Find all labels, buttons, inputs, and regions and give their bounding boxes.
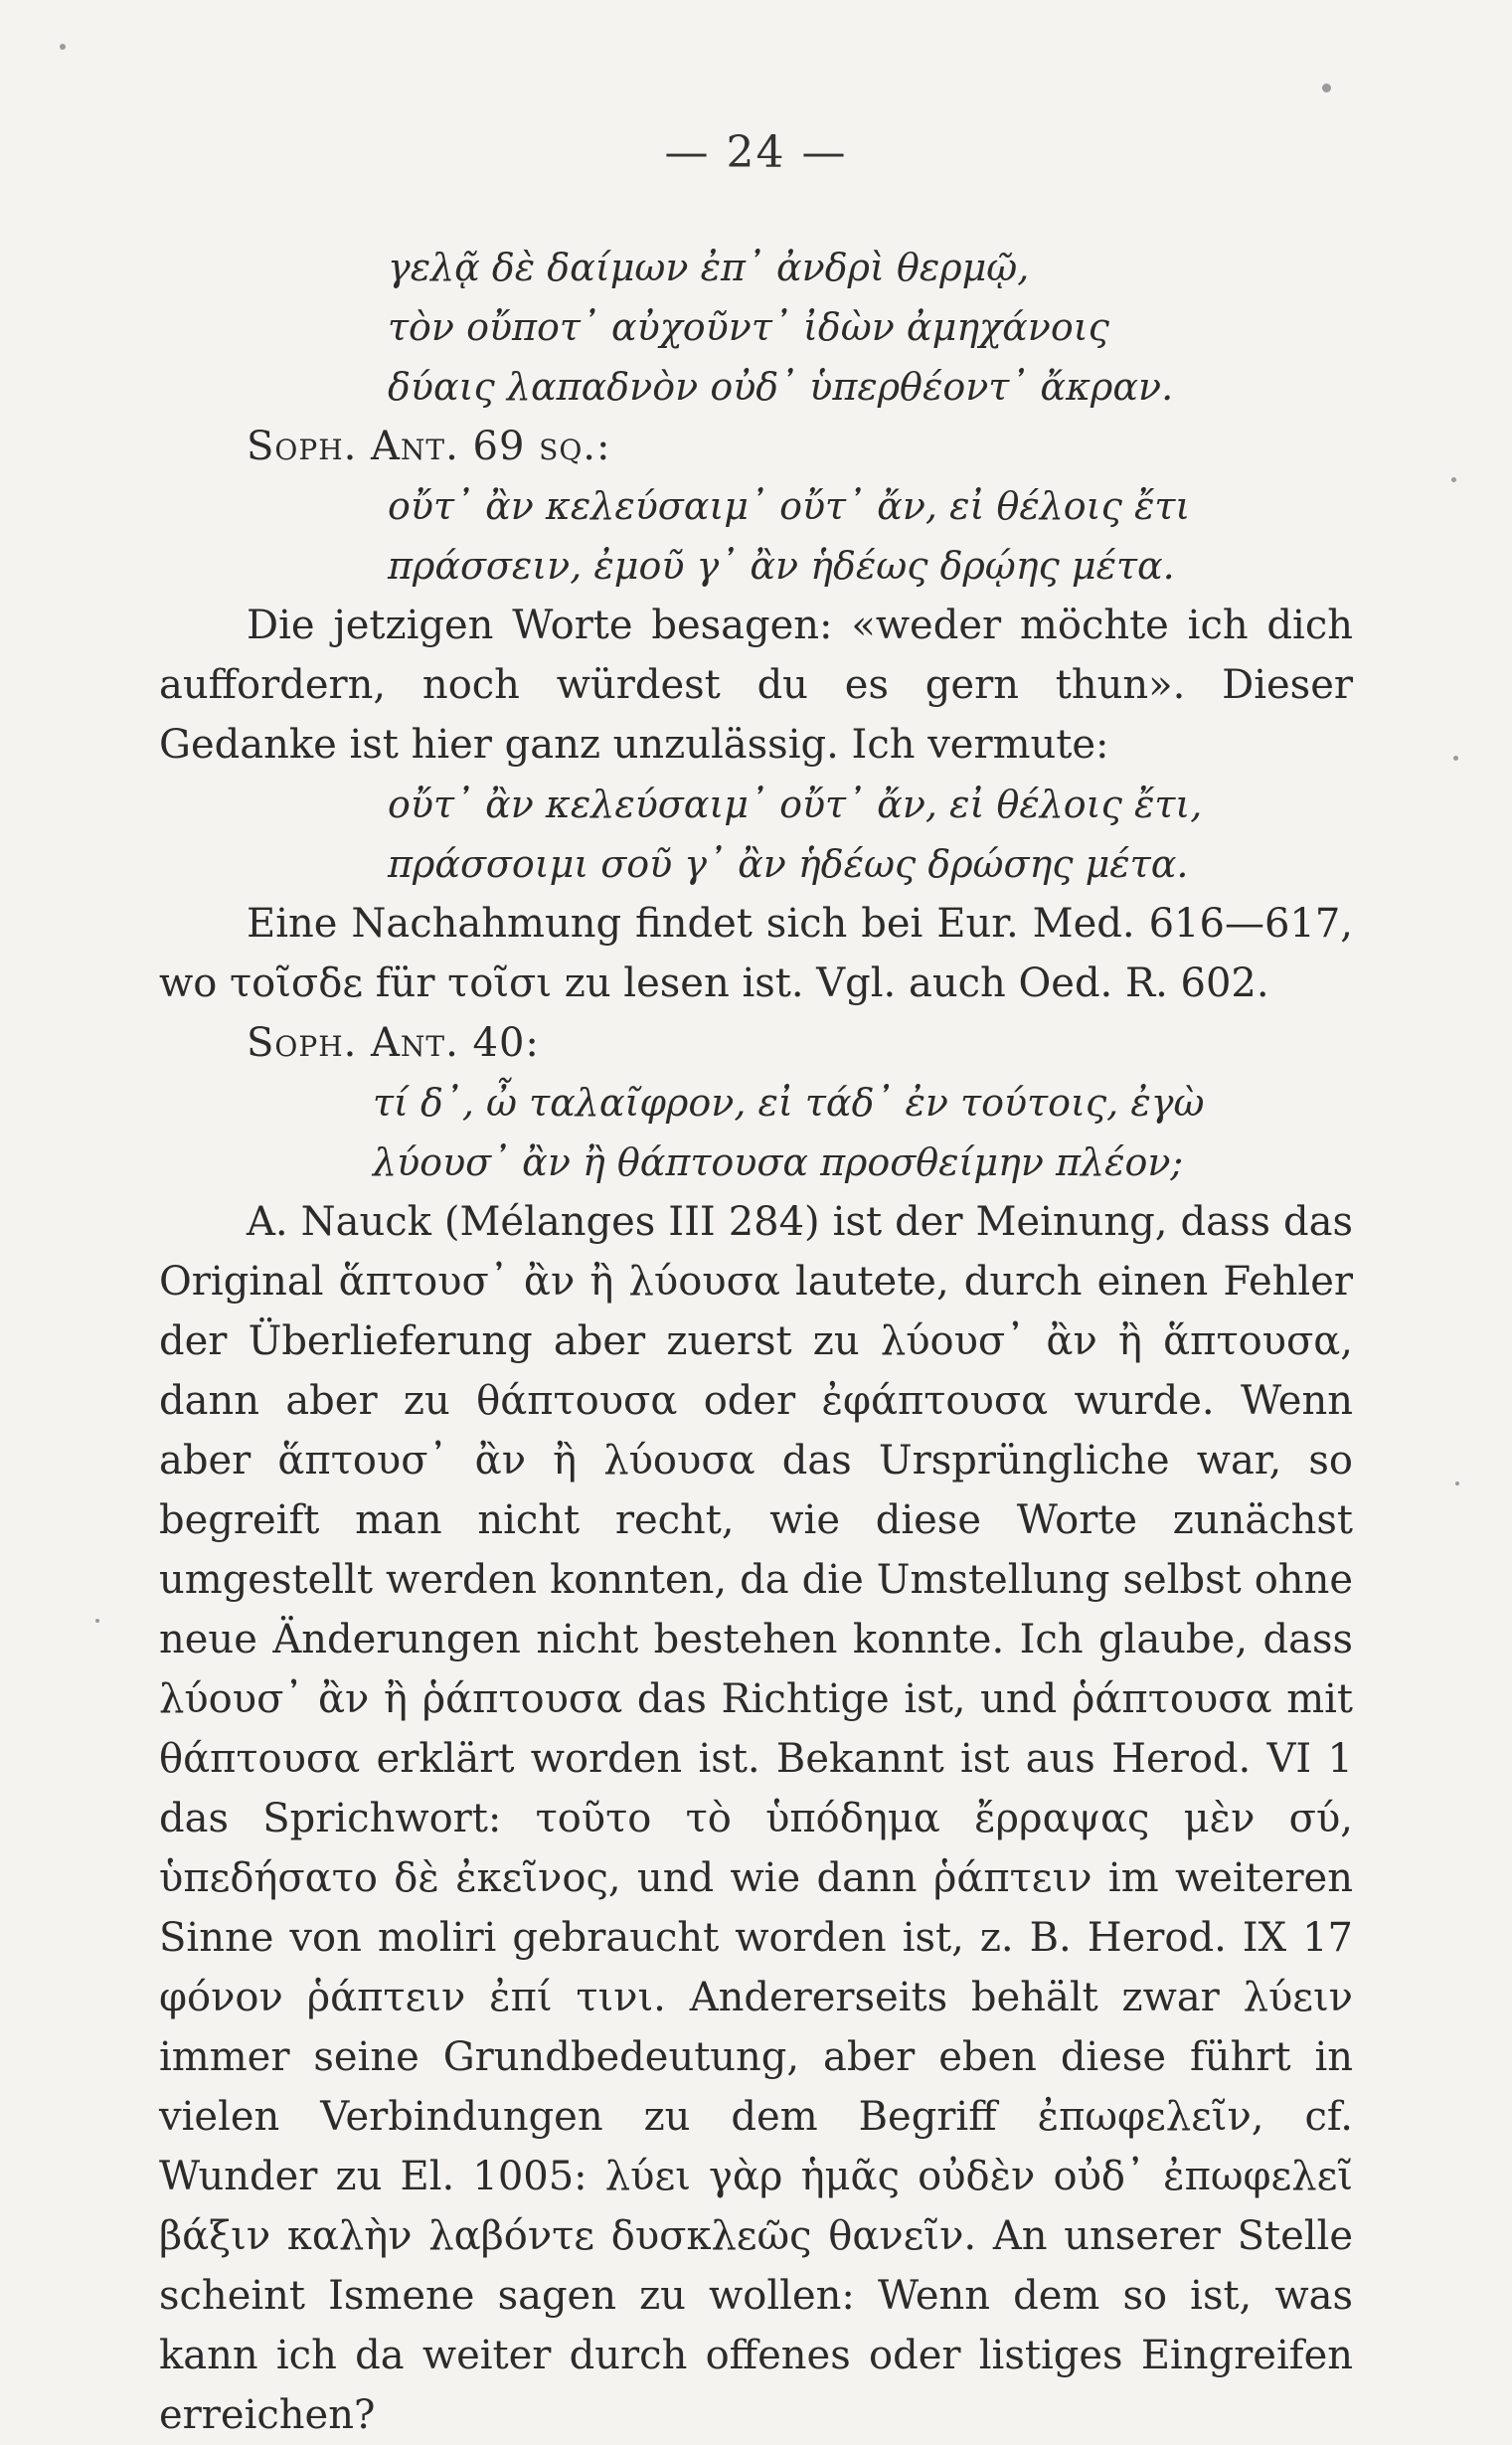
page-body (159, 238, 1353, 2445)
verse-line: πράσσοιμι σοῦ γ᾽ ἂν ἡδέως δρώσης μέτα. (388, 842, 1189, 886)
paragraph: A. Nauck (Mélanges III 284) ist der Meinung, dass das Original ἅπτουσ᾽ ἂν ἢ λύουσα lautete, durch einen Fehler der Überlieferung aber zuerst zu λύουσ᾽ ἂν ἢ ἅπτουσα, dann aber zu θάπτουσα oder ἐφάπτουσα wurde. Wenn aber ἅπτουσ᾽ ἂν ἢ λύουσα das Ursprüngliche war, so begreift man nicht recht, wie diese Worte zunächst umgestellt werden konnten, da die Umstellung selbst ohne neue Änderungen nicht bestehen konnte. Ich glaube, dass λύουσ᾽ ἂν ἢ ῥάπτουσα das Richtige ist, und ῥάπτουσα mit θάπτουσα erklärt worden ist. Bekannt ist aus Herod. VI 1 das Sprichwort: τοῦτο τὸ ὑπόδημα ἔρραψας μὲν σύ, ὑπεδήσατο δὲ ἐκεῖνος, und wie dann ῥάπτειν im weiteren Sinne von moliri gebraucht worden ist, z. B. Herod. IX 17 φόνον ῥάπτειν ἐπί τινι. Andererseits behält zwar λύειν immer seine Grundbedeutung, aber eben diese führt in vielen Verbindungen zu dem Begriff ἐπωφελεῖν, cf. Wunder zu El. 1005: λύει γὰρ ἡμᾶς οὐδὲν οὐδ᾽ ἐπωφελεῖ βάξιν καλὴν λαβόντε δυσκλεῶς θανεῖν. An unserer Stelle scheint Ismene sagen zu wollen: Wenn dem so ist, was kann ich da weiter durch offenes oder listiges Eingreifen erreichen? (159, 1199, 1353, 2438)
scan-speck (1322, 84, 1331, 92)
verse-line: λύουσ᾽ ἂν ἢ θάπτουσα προσθείμην πλέον; (373, 1140, 1184, 1184)
scan-speck (1455, 1482, 1459, 1485)
scan-speck (60, 44, 66, 50)
verse-line: τί δ᾽, ὦ ταλαῖφρον, εἰ τάδ᾽ ἐν τούτοις, ἐγὼ (373, 1081, 1205, 1125)
scan-speck (1453, 756, 1458, 761)
scan-speck (1451, 477, 1456, 482)
verse-line: πράσσειν, ἐμοῦ γ᾽ ἂν ἡδέως δρῴης μέτα. (388, 544, 1175, 588)
verse-block-4 (159, 1073, 1353, 1192)
page-number: — 24 — (664, 127, 848, 178)
paragraph: Eine Nachahmung findet sich bei Eur. Med. 616—617, wo τοῖσδε für τοῖσι zu lesen ist. Vgl. auch Oed. R. 602. (159, 901, 1353, 1006)
citation-ref: Soph. Ant. 69 sq.: (247, 424, 611, 469)
citation-ref: Soph. Ant. 40: (247, 1020, 540, 1066)
verse-block-3 (159, 775, 1353, 894)
verse-block-2 (159, 476, 1353, 596)
verse-line: τὸν οὔποτ᾽ αὐχοῦντ᾽ ἰδὼν ἀμηχάνοις (388, 305, 1109, 349)
scan-speck (95, 1619, 99, 1623)
verse-line: οὔτ᾽ ἂν κελεύσαιμ᾽ οὔτ᾽ ἄν, εἰ θέλοις ἔτι, (388, 783, 1203, 826)
verse-line: οὔτ᾽ ἂν κελεύσαιμ᾽ οὔτ᾽ ἄν, εἰ θέλοις ἔτι (388, 484, 1191, 528)
verse-line: γελᾷ δὲ δαίμων ἐπ᾽ ἀνδρὶ θερμῷ, (388, 246, 1030, 289)
verse-block-1 (159, 238, 1353, 417)
paragraph: Die jetzigen Worte besagen: «weder möchte ich dich auffordern, noch würdest du es gern thun». Dieser Gedanke ist hier ganz unzulässig. Ich vermute: (159, 603, 1353, 768)
verse-line: δύαις λαπαδνὸν οὐδ᾽ ὑπερθέοντ᾽ ἄκραν. (388, 365, 1174, 409)
